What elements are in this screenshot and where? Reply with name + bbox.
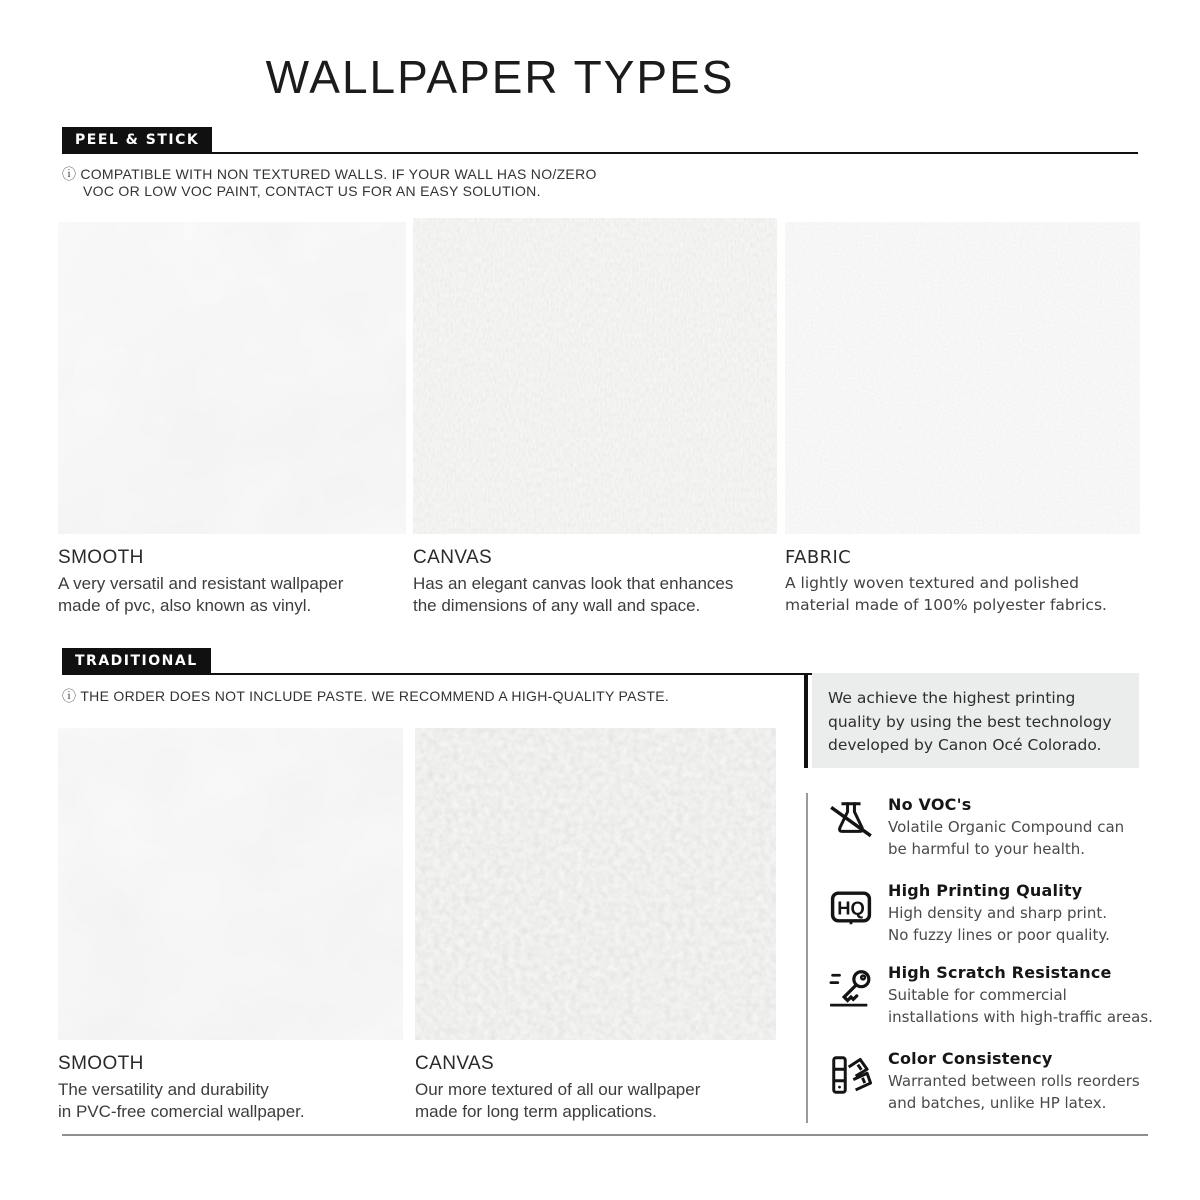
quote-accent-bar [804,673,808,768]
coarse-canvas-texture-image [415,728,776,1040]
color-swatch-fan-icon [828,1052,874,1098]
canvas-texture-image [413,218,777,534]
desc-line: be harmful to your health. [888,839,1086,858]
info-icon: ⓘ [62,166,77,182]
desc-line: Our more textured of all our wallpaper [415,1080,701,1099]
smooth-vinyl-texture-image [58,222,406,534]
desc-line: installations with high-traffic areas. [888,1007,1153,1026]
feature-description [888,1071,1198,1114]
traditional-note [62,688,669,705]
desc-line: Suitable for commercial [888,986,1067,1004]
desc-line: A very versatil and resistant wallpaper [58,574,344,593]
quote-line: We achieve the highest printing [828,689,1076,707]
smooth-texture-noise [58,222,406,534]
feature-title: Color Consistency [888,1049,1053,1068]
feature-color-consistency [828,1049,1198,1114]
quote-line: quality by using the best technology [828,712,1112,731]
swatch-label: CANVAS [415,1053,495,1074]
swatch-description [58,573,406,617]
swatch-label: CANVAS [413,547,493,568]
swatch-description [413,573,777,617]
fabric-texture-noise [785,222,1140,534]
feature-high-printing-quality [828,881,1198,946]
feature-high-scratch-resistance [828,963,1198,1028]
note-line: VOC OR LOW VOC PAINT, CONTACT US FOR AN EASY SOLUTION. [83,182,541,199]
swatch-card-peel-fabric [785,222,1140,616]
feature-no-voc [828,795,1198,860]
no-voc-flask-icon [828,798,874,844]
peel-stick-note [62,166,597,199]
swatch-label: SMOOTH [58,1053,144,1074]
swatch-card-traditional-canvas [415,728,776,1123]
swatch-description [415,1079,776,1123]
desc-line: in PVC-free comercial wallpaper. [58,1102,305,1121]
desc-line: Warranted between rolls reorders [888,1072,1140,1090]
desc-line: Volatile Organic Compound can [888,818,1125,836]
desc-line: No fuzzy lines or poor quality. [888,925,1110,944]
peel-stick-badge: PEEL & STICK [62,127,212,152]
traditional-badge: TRADITIONAL [62,648,211,673]
desc-line: and batches, unlike HP latex. [888,1093,1107,1112]
feature-description [888,903,1198,946]
desc-line: material made of 100% polyester fabrics. [785,596,1107,614]
quote-text [828,687,1128,758]
features-divider-rule [806,793,808,1123]
page-title: WALLPAPER TYPES [265,51,735,103]
swatch-card-peel-smooth [58,222,406,617]
feature-description [888,817,1198,860]
desc-line: made of pvc, also known as vinyl. [58,596,312,615]
key-scratch-icon [828,966,874,1012]
quote-line: developed by Canon Océ Colorado. [828,736,1102,754]
desc-line: A lightly woven textured and polished [785,574,1079,592]
fabric-texture-image [785,222,1140,534]
desc-line: The versatility and durability [58,1080,269,1099]
desc-line: the dimensions of any wall and space. [413,596,701,615]
feature-description [888,985,1198,1028]
note-line: COMPATIBLE WITH NON TEXTURED WALLS. IF YOUR WALL HAS NO/ZERO [80,166,597,182]
bottom-divider-rule [62,1134,1148,1136]
feature-title: High Scratch Resistance [888,963,1112,982]
swatch-description [785,572,1140,616]
canvas-texture-noise [413,218,777,534]
feature-title: High Printing Quality [888,881,1083,900]
swatch-label: FABRIC [785,547,852,568]
svg-text:HQ: HQ [837,897,865,919]
desc-line: made for long term applications. [415,1102,657,1121]
desc-line: High density and sharp print. [888,904,1107,922]
peel-stick-section-rule [62,127,1138,154]
swatch-label: SMOOTH [58,547,144,568]
swatch-card-traditional-smooth [58,728,403,1123]
swatch-card-peel-canvas [413,218,777,617]
swatch-description [58,1079,403,1123]
smooth-texture-image [58,728,403,1040]
note-line: THE ORDER DOES NOT INCLUDE PASTE. WE RECOMMEND A HIGH-QUALITY PASTE. [80,688,670,704]
feature-title: No VOC's [888,795,972,814]
hq-badge-icon [828,884,874,930]
smooth-texture-noise [58,728,403,1040]
desc-line: Has an elegant canvas look that enhances [413,574,734,593]
info-icon: ⓘ [62,688,77,704]
coarse-canvas-texture-noise [415,728,776,1040]
traditional-section-rule [62,648,1138,675]
